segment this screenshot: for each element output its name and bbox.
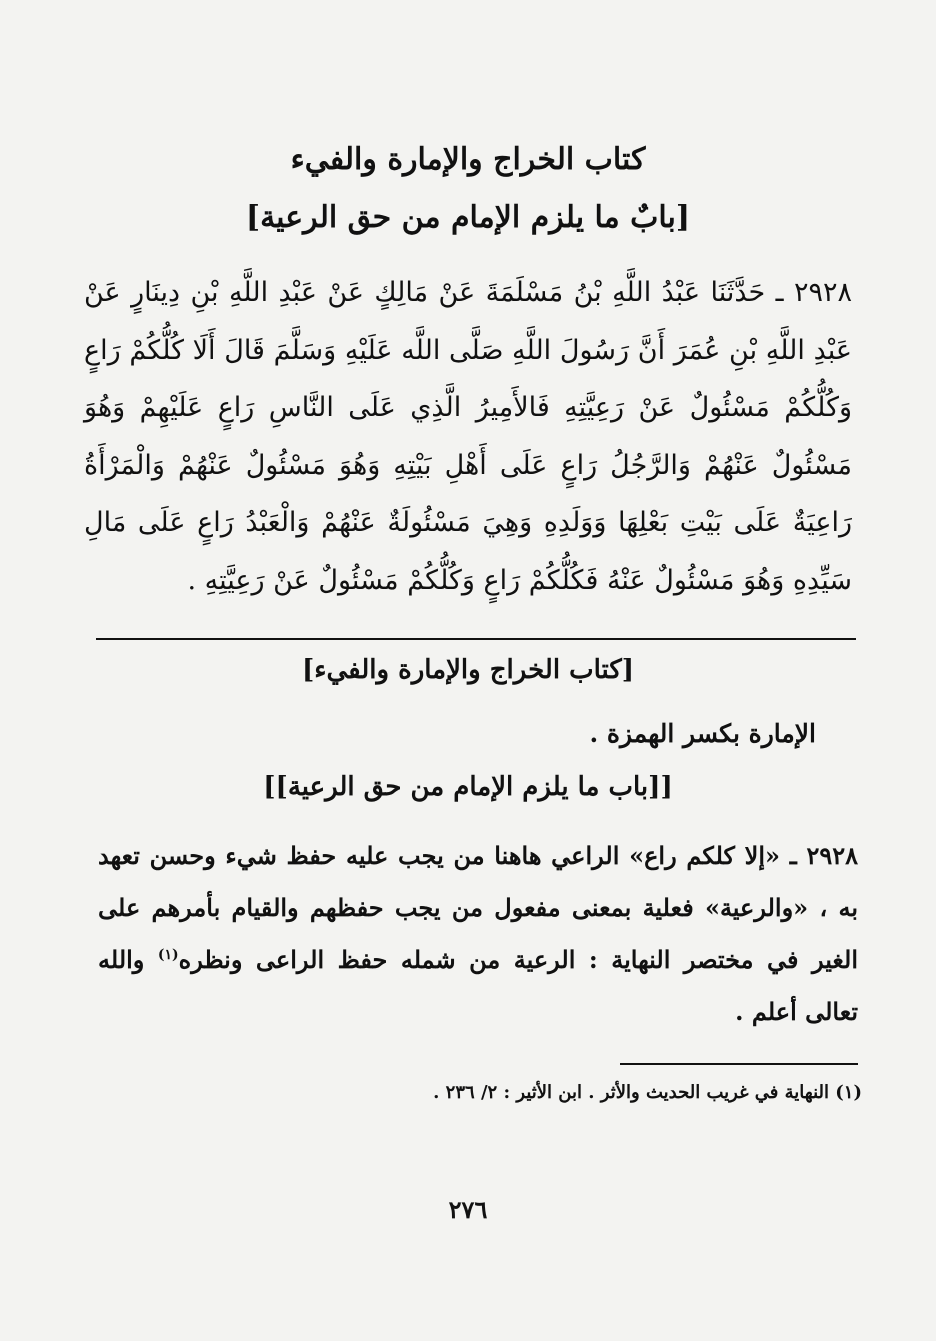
commentary-note: الإمارة بكسر الهمزة .: [589, 719, 816, 748]
commentary-book-title: [كتاب الخراج والإمارة والفيء]: [301, 655, 635, 685]
footnote-reference[interactable]: (١): [157, 947, 179, 963]
hadith-text: ٢٩٢٨ ـ حَدَّثَنَا عَبْدُ اللَّهِ بْنُ مَسْلَمَةَ عَنْ مَالِكٍ عَنْ عَبْدِ اللَّهِ بْنِ دِينَارٍ عَنْ عَبْدِ اللَّهِ بْنِ عُمَرَ أَنَّ رَسُولَ اللَّهِ صَلَّى اللَّه عَلَيْهِ وَسَلَّمَ قَالَ أَلَا كُلُّكُمْ رَاعٍ وَكُلُّكُمْ مَسْئُولٌ عَنْ رَعِيَّتِهِ فَالأَمِيرُ الَّذِي عَلَى النَّاسِ رَاعٍ عَلَيْهِمْ وَهُوَ مَسْئُولٌ عَنْهُمْ وَالرَّجُلُ رَاعٍ عَلَى أَهْلِ بَيْتِهِ وَهُوَ مَسْئُولٌ عَنْهُمْ وَالْمَرْأَةُ رَاعِيَةٌ عَلَى بَيْتِ بَعْلِهَا وَوَلَدِهِ وَهِيَ مَسْئُولَةٌ عَنْهُمْ وَالْعَبْدُ رَاعٍ عَلَى مَالِ سَيِّدِهِ وَهُوَ مَسْئُولٌ عَنْهُ فَكُلُّكُمْ رَاعٍ وَكُلُّكُمْ مَسْئُولٌ عَنْ رَعِيَّتِهِ .: [84, 277, 852, 596]
book-title: كتاب الخراج والإمارة والفيء: [290, 142, 646, 177]
chapter-title: [بابٌ ما يلزم الإمام من حق الرعية]: [245, 200, 691, 235]
section-divider: [96, 638, 856, 640]
commentary-chapter-title: [[باب ما يلزم الإمام من حق الرعية]]: [263, 772, 673, 802]
footnote-divider: [620, 1063, 858, 1065]
commentary-text-part-2: والله تعالى أعلم .: [98, 945, 858, 1026]
footnote: (١) النهاية في غريب الحديث والأثر . ابن الأثير : ٢/ ٢٣٦ .: [433, 1082, 862, 1103]
commentary-text: [98, 830, 858, 1038]
page-number: ٢٧٦: [448, 1195, 488, 1224]
commentary-text-part-1: ٢٩٢٨ ـ «إلا كلكم راع» الراعي هاهنا من يجب عليه حفظ شيء وحسن تعهد به ، «والرعية» فعلية بمعنى مفعول من يجب حفظهم والقيام بأمرهم على الغير في مختصر النهاية : الرعية من شمله حفظ الراعى ونظره: [98, 841, 858, 974]
